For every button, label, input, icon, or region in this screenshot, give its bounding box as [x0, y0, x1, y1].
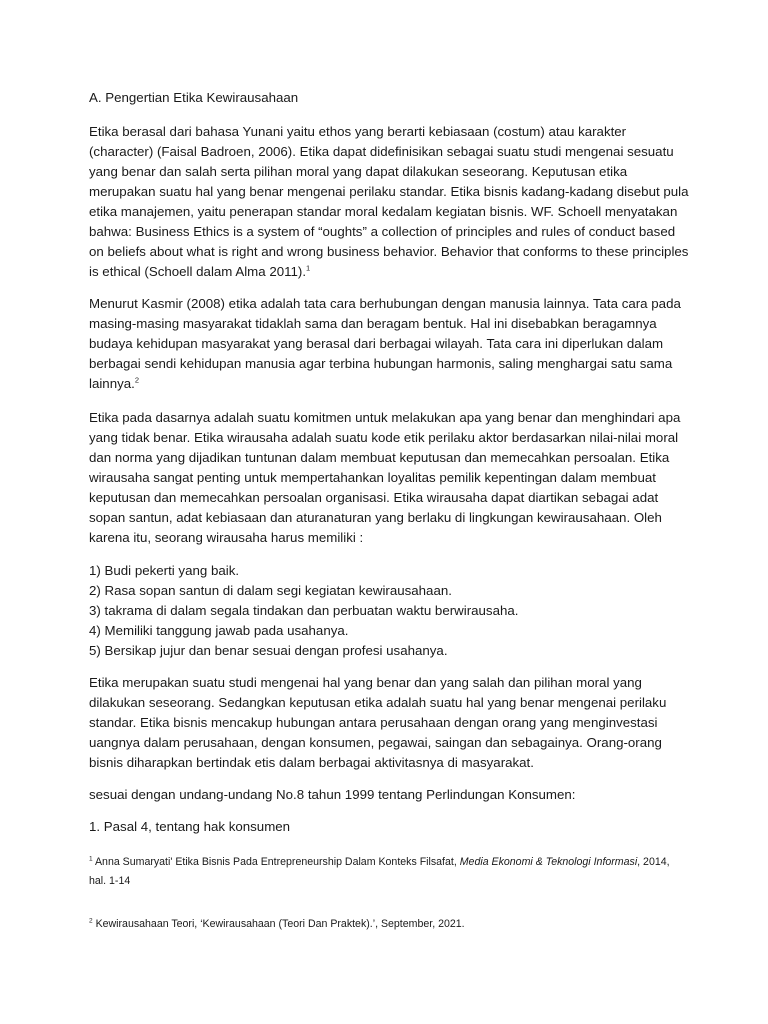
footnote-1	[89, 853, 689, 891]
footnote-number: 2	[89, 917, 93, 925]
paragraph-etika-wirausaha: Etika pada dasarnya adalah suatu komitmen untuk melakukan apa yang benar dan menghindari apa yang tidak benar. Etika wirausaha adalah suatu kode etik perilaku aktor berdasarkan nilai-nilai moral dan norma yang dijadikan tuntunan dalam membuat keputusan dan memecahkan persoalan. Etika wirausaha sangat penting untuk mempertahankan loyalitas pemilik kepentingan dalam membuat keputusan dan memecahkan persoalan organisasi. Etika wirausaha dapat diartikan sebagai adat sopan santun, adat kebiasaan dan aturanaturan yang berlaku di lingkungan kewirausahaan. Oleh karena itu, seorang wirausaha harus memiliki :	[89, 410, 681, 545]
paragraph-text: Etika berasal dari bahasa Yunani yaitu ethos yang berarti kebiasaan (costum) atau karakter (character) (Faisal Badroen, 2006). Etika dapat didefinisikan sebagai suatu studi mengenai sesuatu yang benar dan salah serta pilihan moral yang dapat dilakukan seseorang. Keputusan etika merupakan suatu hal yang benar mengenai perilaku standar. Etika bisnis kadang-kadang disebut pula etika manajemen, yaitu penerapan standar moral kedalam kegiatan bisnis. WF. Schoell menyatakan bahwa: Business Ethics is a system of “oughts” a collection of principles and rules of conduct based on beliefs about what is right and wrong business behavior. Behavior that conforms to these principles is ethical (Schoell dalam Alma 2011).	[89, 124, 689, 279]
footnote-journal-title: Media Ekonomi & Teknologi Informasi	[459, 856, 638, 868]
section-heading: A. Pengertian Etika Kewirausahaan	[89, 90, 299, 105]
footnote-number: 1	[89, 855, 93, 863]
list-item: 5) Bersikap jujur dan benar sesuai dengan profesi usahanya.	[89, 643, 448, 658]
footnote-ref-2[interactable]: 2	[134, 375, 140, 385]
footnote-text: Kewirausahaan Teori, ‘Kewirausahaan (Teori Dan Praktek).’, September, 2021.	[92, 918, 465, 930]
paragraph-kasmir	[89, 294, 689, 394]
paragraph-text: Menurut Kasmir (2008) etika adalah tata cara berhubungan dengan manusia lainnya. Tata cara pada masing-masing masyarakat tidaklah sama dan beragam bentuk. Hal ini disebabkan beragamnya budaya kehidupan masyarakat yang berasal dari berbagai wilayah. Tata cara ini diperlukan dalam berbagai sendi kehidupan manusia agar terbina hubungan harmonis, saling menghargai satu sama lainnya.	[89, 296, 681, 391]
list-item: 3) takrama di dalam segala tindakan dan perbuatan waktu berwirausaha.	[89, 603, 519, 618]
footnote-text: Anna Sumaryati' Etika Bisnis Pada Entrepreneurship Dalam Konteks Filsafat,	[92, 856, 460, 868]
list-item: 2) Rasa sopan santun di dalam segi kegiatan kewirausahaan.	[89, 583, 452, 598]
paragraph-etika-bisnis: Etika merupakan suatu studi mengenai hal yang benar dan yang salah dan pilihan moral yang dilakukan seseorang. Sedangkan keputusan etika adalah suatu hal yang benar mengenai perilaku standar. Etika bisnis mencakup hubungan antara perusahaan dengan orang yang menginvestasi uangnya dalam perusahaan, dengan konsumen, pegawai, saingan dan sebagainya. Orang-orang bisnis diharapkan bertindak etis dalam berbagai aktivitasnya di masyarakat.	[89, 675, 667, 770]
footnote-ref-1[interactable]: 1	[306, 263, 311, 273]
footnote-2	[89, 915, 689, 934]
list-item: 1) Budi pekerti yang baik.	[89, 563, 240, 578]
paragraph-pasal-4: 1. Pasal 4, tentang hak konsumen	[89, 819, 291, 834]
requirements-list	[89, 561, 689, 661]
list-item: 4) Memiliki tanggung jawab pada usahanya.	[89, 623, 349, 638]
paragraph-undang-undang: sesuai dengan undang-undang No.8 tahun 1999 tentang Perlindungan Konsumen:	[89, 787, 576, 802]
paragraph-etika-definition	[89, 122, 689, 282]
footnote-text: , 2014, hal. 1-14	[89, 856, 670, 887]
document-body	[89, 88, 689, 837]
